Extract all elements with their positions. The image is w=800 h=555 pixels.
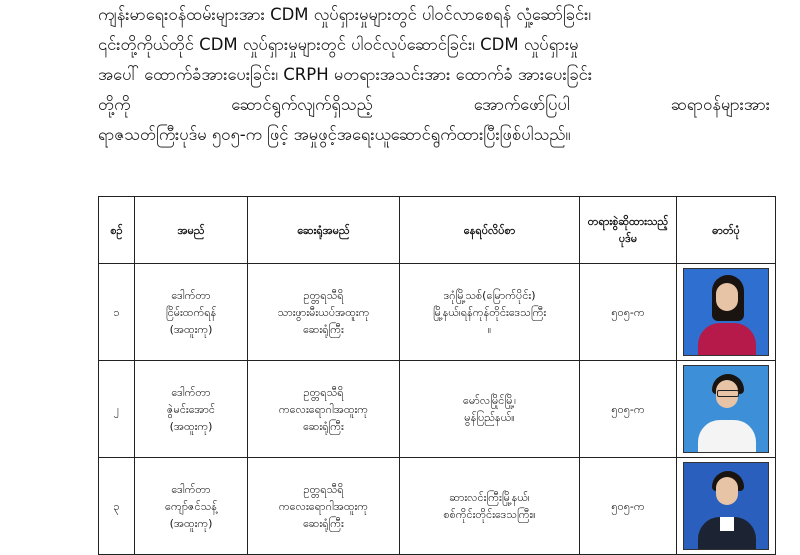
section-cell: ၅၀၅-က: [580, 361, 677, 458]
name-line: ဒေါက်တာ: [171, 288, 211, 302]
address-cell: [400, 264, 580, 361]
address-line: ဒဂုံမြို့သစ်(မြောက်ပိုင်း): [443, 288, 536, 302]
name-line: (အထူးကု): [169, 322, 213, 336]
header-photo: ဓာတ်ပုံ: [677, 197, 776, 264]
name-line: ဇွဲမင်းအောင်: [167, 402, 215, 416]
header-section: တရားစွဲဆိုထားသည့်ပုဒ်မ: [580, 197, 677, 264]
section-cell: ၅၀၅-က: [580, 264, 677, 361]
hospital-line: ကလေးရောဂါအထူးကု: [278, 499, 369, 513]
doctor-name-cell: [135, 361, 248, 458]
hospital-cell: [248, 264, 400, 361]
address-cell: [400, 458, 580, 555]
header-no: စဉ်: [99, 197, 135, 264]
row-number: ၃: [99, 458, 135, 555]
paragraph-line: ကျန်းမာရေးဝန်ထမ်းများအား CDM လှုပ်ရှားမှုများတွင် ပါဝင်လာစေရန် လှုံ့ဆော်ခြင်း၊: [98, 5, 591, 24]
paragraph-line: ၎င်းတို့ကိုယ်တိုင် CDM လှုပ်ရှားမှုများတွင် ပါဝင်လုပ်ဆောင်ခြင်း၊ CDM လှုပ်ရှားမှု: [98, 35, 579, 54]
name-line: (အထူးကု): [169, 516, 213, 530]
address-line: ဆားလင်းကြီးမြို့နယ်၊: [449, 491, 530, 504]
male-portrait-icon: [683, 462, 769, 550]
hospital-line: သားဖွားမီးယပ်အထူးကု: [277, 305, 370, 319]
photo-cell: [677, 458, 776, 555]
female-portrait-icon: [683, 268, 769, 356]
hospital-line: ကလေးရောဂါအထူးကု: [278, 402, 369, 416]
hospital-line: ဥတ္တရသီရိ: [303, 482, 344, 496]
header-address: နေရပ်လိပ်စာ: [400, 197, 580, 264]
hospital-line: ဆေးရုံကြီး: [303, 322, 344, 336]
doctor-name-cell: [135, 458, 248, 555]
photo-cell: [677, 361, 776, 458]
row-number: ၂: [99, 361, 135, 458]
hospital-line: ဆေးရုံကြီး: [303, 516, 344, 530]
table-header-row: [99, 197, 776, 264]
name-line: ကျော်ဇင်သန့်: [165, 499, 217, 513]
table-row: [99, 458, 776, 555]
photo-cell: [677, 264, 776, 361]
address-line: မွန်ပြည်နယ်။: [464, 411, 515, 424]
male-portrait-glasses-icon: [683, 365, 769, 453]
intro-paragraph: [98, 0, 770, 150]
address-line: ။: [487, 322, 492, 336]
section-cell: ၅၀၅-က: [580, 458, 677, 555]
paragraph-line: ရာဇသတ်ကြီးပုဒ်မ ၅၀၅-က ဖြင့် အမှုဖွင့်အရေးယူဆောင်ရွက်ထားပြီးဖြစ်ပါသည်။: [98, 125, 571, 144]
hospital-cell: [248, 458, 400, 555]
table-row: [99, 361, 776, 458]
header-hospital: ဆေးရုံအမည်: [248, 197, 400, 264]
hospital-line: ဥတ္တရသီရိ: [303, 385, 344, 399]
row-number: ၁: [99, 264, 135, 361]
header-name: အမည်: [135, 197, 248, 264]
name-line: ဒေါက်တာ: [171, 385, 211, 399]
name-line: ဒေါက်တာ: [171, 482, 211, 496]
address-line: စစ်ကိုင်းတိုင်းဒေသကြီး။: [443, 508, 536, 521]
paragraph-line: တို့ကို ဆောင်ရွက်လျက်ရှိသည့် အောက်ဖော်ပြပါ ဆရာဝန်များအား: [98, 95, 770, 114]
hospital-line: ဆေးရုံကြီး: [303, 419, 344, 433]
hospital-cell: [248, 361, 400, 458]
paragraph-line: အပေါ် ထောက်ခံအားပေးခြင်း၊ CRPH မတရားအသင်းအား ထောက်ခံ အားပေးခြင်း: [98, 65, 593, 84]
address-line: မြို့နယ်၊ရန်ကုန်တိုင်းဒေသကြီး: [432, 305, 547, 319]
name-line: ငြိမ်းထက်ရန်: [165, 305, 217, 319]
address-cell: [400, 361, 580, 458]
doctor-name-cell: [135, 264, 248, 361]
hospital-line: ဥတ္တရသီရိ: [303, 288, 344, 302]
table-row: [99, 264, 776, 361]
name-line: (အထူးကု): [169, 419, 213, 433]
doctor-table: [98, 196, 776, 555]
address-line: မော်လမြိုင်မြို့၊: [463, 394, 516, 407]
